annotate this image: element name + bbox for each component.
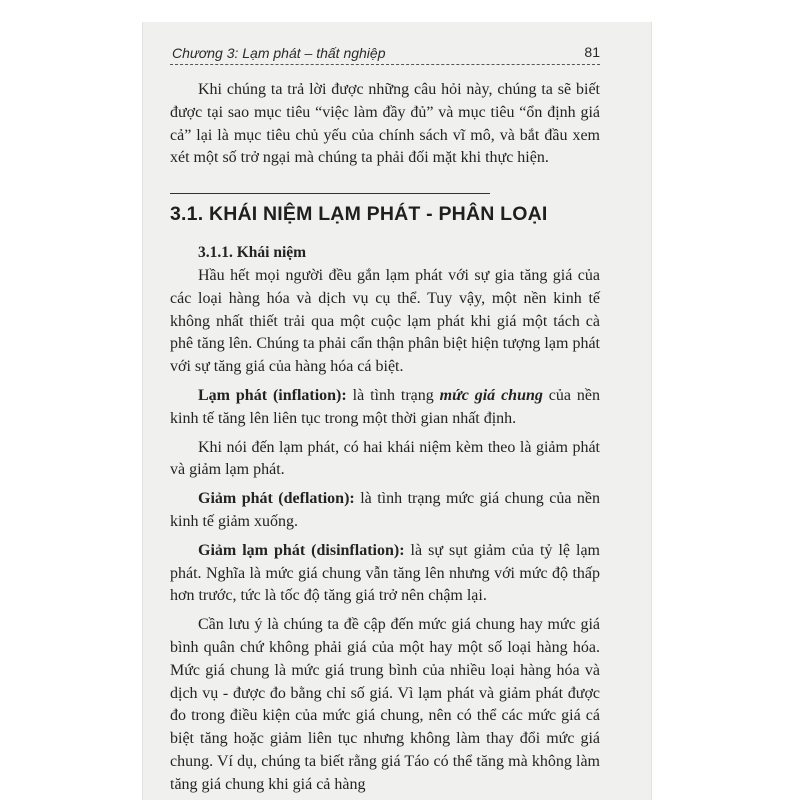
definition-text: là tình trạng — [346, 386, 440, 404]
intro-paragraph: Khi chúng ta trả lời được những câu hỏi này, chúng ta sẽ biết được tại sao mục tiêu “việc làm đầy đủ” và mục tiêu “ổn định giá cả” lại là mục tiêu chủ yếu của chính sách vĩ mô, và bắt đầu xem xét một số trở ngại mà chúng ta phải đối mặt khi thực hiện. — [170, 81, 600, 167]
term-disinflation: Giảm lạm phát (disinflation): — [198, 541, 405, 559]
paragraph-inflation-definition — [170, 385, 600, 431]
definition-text: là tình trạng mức giá chung của nền kinh tế giảm xuống. — [170, 490, 601, 530]
paragraph-general-price-level-note: Cần lưu ý là chúng ta đề cập đến mức giá chung hay mức giá bình quân chứ không phải giá của một hay một số loại hàng hóa. Mức giá chung là mức giá trung bình của nhiều loại hàng hóa và dịch vụ - được đo bằng chỉ số giá. Vì lạm phát và giảm phát được đo trong điều kiện của mức giá chung, nên có thể các mức giá cá biệt tăng hoặc giảm liên tục nhưng không làm thay đổi mức giá chung. Ví dụ, chúng ta biết rằng giá Táo có thể tăng mà không làm tăng giá chung khi giá cả hàng — [170, 616, 600, 793]
paragraph-deflation-definition — [170, 488, 600, 534]
term-deflation: Giảm phát (deflation): — [198, 490, 355, 508]
definition-text: là sự sụt giảm của tỷ lệ lạm phát. Nghĩa là mức giá chung vẫn tăng lên nhưng với mức độ thấp hơn trước, tức là tốc độ tăng giá trở nên chậm lại. — [170, 541, 600, 605]
chapter-title: Chương 3: Lạm phát – thất nghiệp — [172, 45, 386, 61]
header-divider — [170, 64, 600, 65]
intro-block — [170, 79, 600, 170]
section-divider — [170, 193, 490, 194]
term-inflation: Lạm phát (inflation): — [198, 386, 347, 404]
section-body — [170, 265, 600, 797]
emphasis-general-price-level: mức giá chung — [439, 386, 543, 404]
definition-text: của nền kinh tế tăng lên liên tục trong một thời gian nhất định. — [170, 386, 600, 427]
running-header — [170, 40, 600, 62]
paragraph-inflation-intro: Hầu hết mọi người đều gắn lạm phát với sự gia tăng giá của các loại hàng hóa và dịch vụ cụ thể. Tuy vậy, một nền kinh tế không nhất thiết trải qua một cuộc lạm phát khi giá một tách cà phê tăng lên. Chúng ta phải cẩn thận phân biệt hiện tượng lạm phát với sự tăng giá của hàng hóa cá biệt. — [170, 267, 600, 376]
paragraph-disinflation-definition — [170, 540, 600, 608]
subsection-title: 3.1.1. Khái niệm — [198, 244, 307, 261]
paragraph-related-concepts: Khi nói đến lạm phát, có hai khái niệm kèm theo là giảm phát và giảm lạm phát. — [170, 438, 600, 479]
section-title: 3.1. KHÁI NIỆM LẠM PHÁT - PHÂN LOẠI — [170, 203, 548, 225]
page-number: 81 — [584, 44, 600, 60]
